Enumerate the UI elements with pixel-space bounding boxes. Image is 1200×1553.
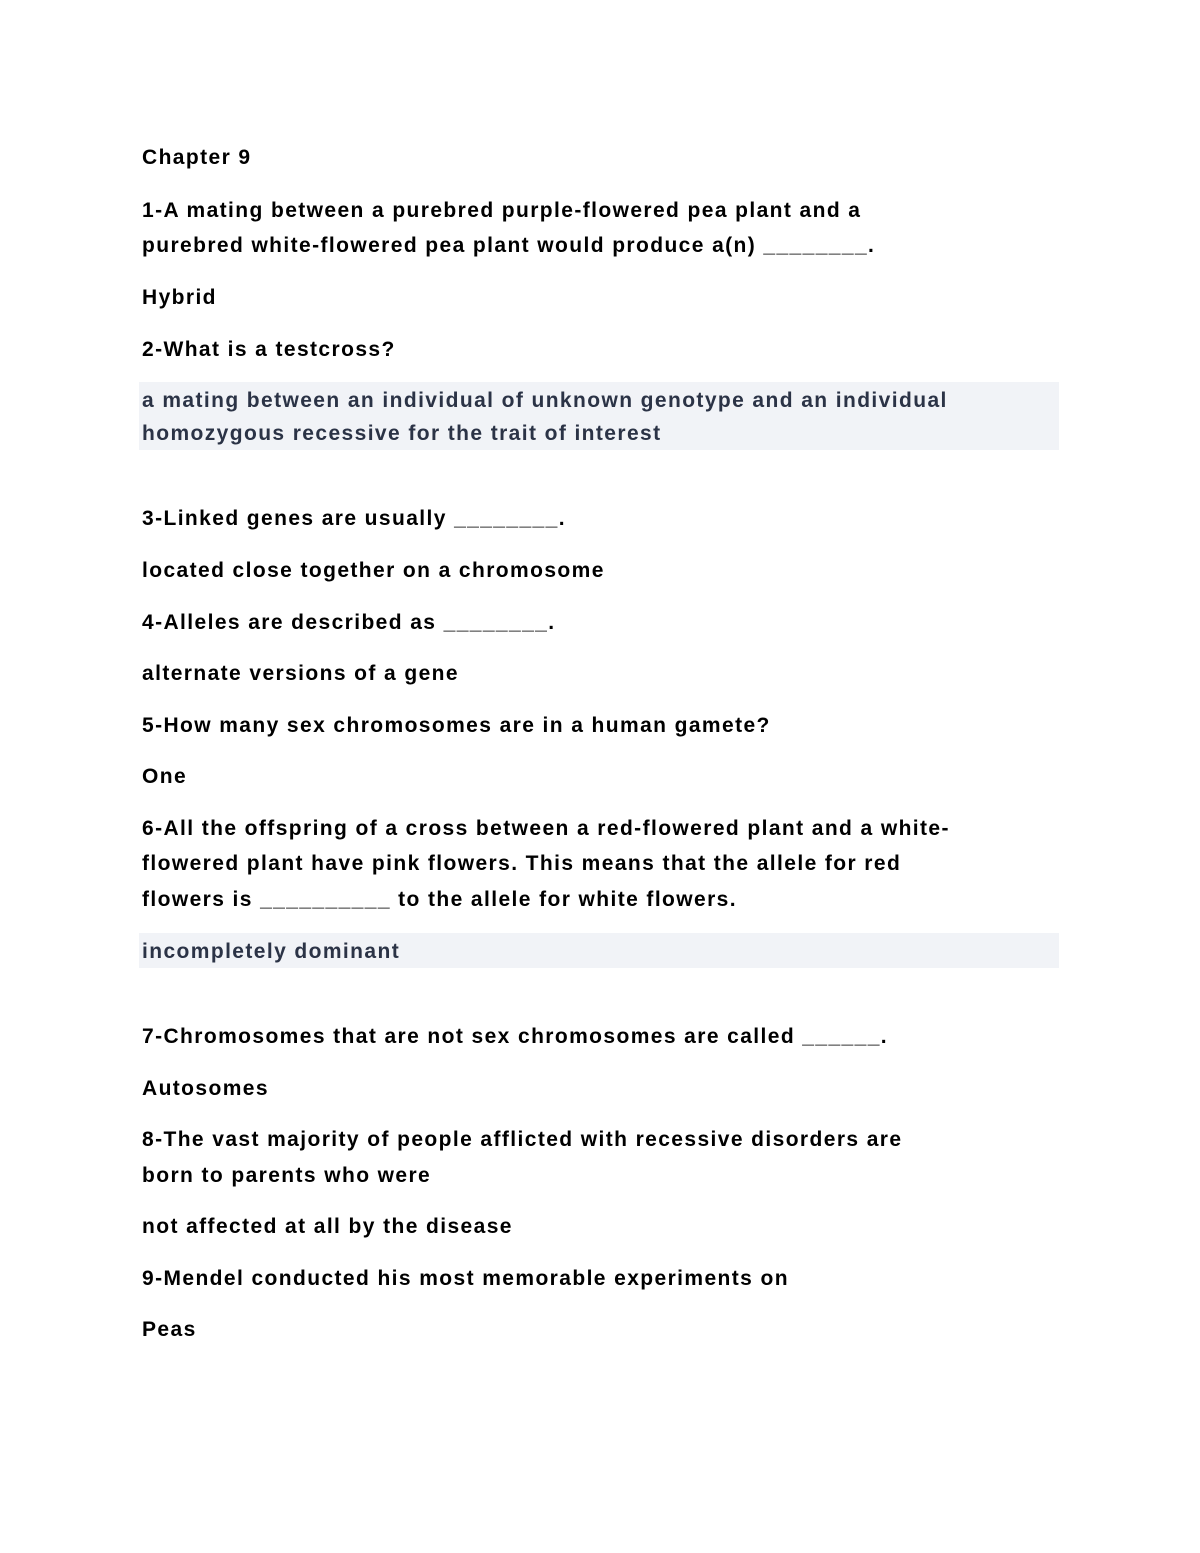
question-6-line-1: 6-All the offspring of a cross between a red-flowered plant and a white- — [142, 817, 950, 840]
question-9: 9-Mendel conducted his most memorable experiments on — [142, 1267, 789, 1290]
question-1-line-1: 1-A mating between a purebred purple-flowered pea plant and a — [142, 199, 862, 222]
question-1-line-2: purebred white-flowered pea plant would produce a(n) ________. — [142, 234, 876, 257]
answer-2-line-1: a mating between an individual of unknown genotype and an individual — [142, 389, 948, 412]
answer-5: One — [142, 765, 188, 788]
answer-3: located close together on a chromosome — [142, 559, 605, 582]
answer-9: Peas — [142, 1318, 197, 1341]
question-6-line-2: flowered plant have pink flowers. This means that the allele for red — [142, 852, 902, 875]
answer-2-line-2: homozygous recessive for the trait of interest — [142, 422, 662, 445]
answer-4: alternate versions of a gene — [142, 662, 459, 685]
chapter-title: Chapter 9 — [142, 146, 252, 169]
question-4: 4-Alleles are described as ________. — [142, 611, 556, 634]
question-3: 3-Linked genes are usually ________. — [142, 507, 566, 530]
answer-1: Hybrid — [142, 286, 217, 309]
answer-6: incompletely dominant — [142, 940, 401, 963]
question-8-line-1: 8-The vast majority of people afflicted with recessive disorders are — [142, 1128, 903, 1151]
question-5: 5-How many sex chromosomes are in a human gamete? — [142, 714, 771, 737]
question-2: 2-What is a testcross? — [142, 338, 396, 361]
answer-8: not affected at all by the disease — [142, 1215, 513, 1238]
question-6-line-3: flowers is __________ to the allele for white flowers. — [142, 888, 737, 911]
question-8-line-2: born to parents who were — [142, 1164, 432, 1187]
question-7: 7-Chromosomes that are not sex chromosomes are called ______. — [142, 1025, 889, 1048]
answer-7: Autosomes — [142, 1077, 269, 1100]
